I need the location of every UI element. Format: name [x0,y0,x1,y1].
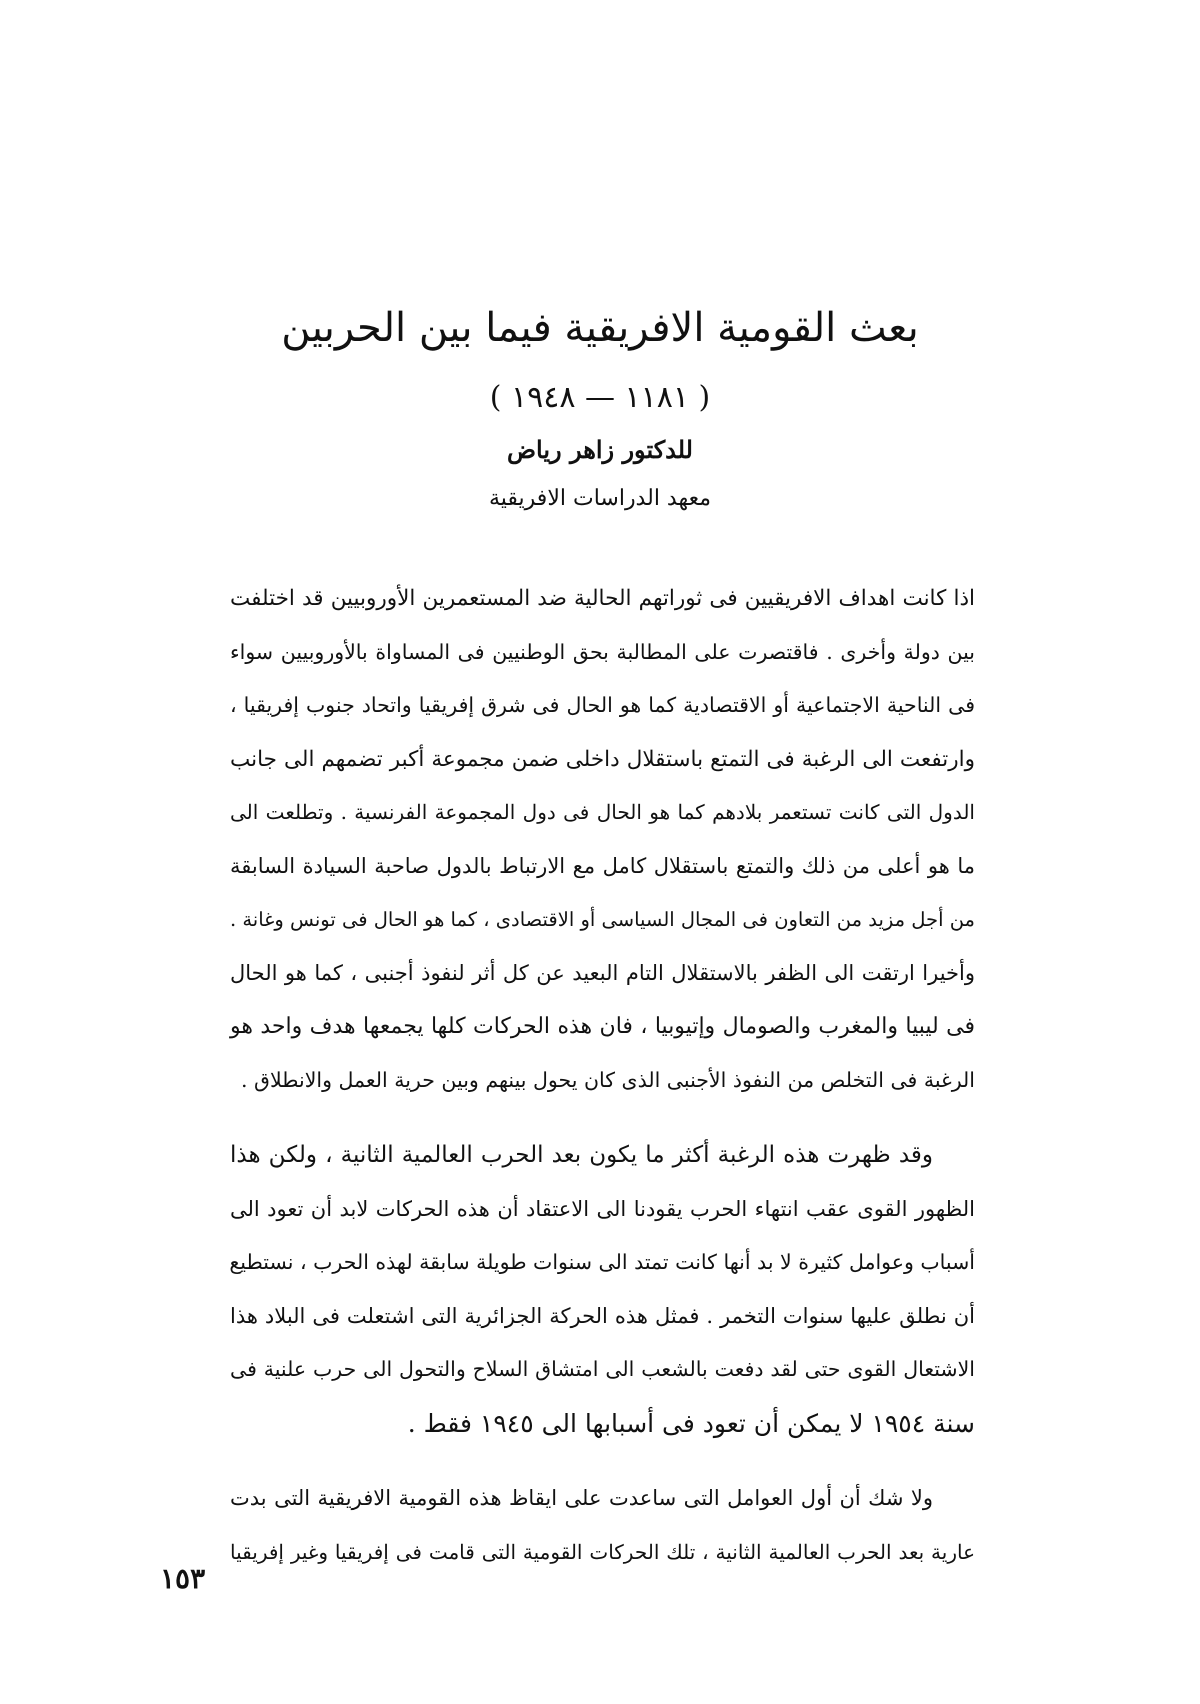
text-line: فى ليبيا والمغرب والصومال وإتيوبيا ، فان هذه الحركات كلها يجمعها هدف واحد هو [230,1014,975,1039]
text-line: ما هو أعلى من ذلك والتمتع باستقلال كامل مع الارتباط بالدول صاحبة السيادة السابقة [230,853,975,878]
text-line: أسباب وعوامل كثيرة لا بد أنها كانت تمتد الى سنوات طويلة سابقة لهذه الحرب ، نستطيع [229,1250,975,1274]
article-body [230,572,975,1579]
text-line: سنة ١٩٥٤ لا يمكن أن تعود فى أسبابها الى ١٩٤٥ فقط . [407,1408,975,1438]
article-dates: ( ١١٨١ — ١٩٤٨ ) [489,380,711,415]
text-line: من أجل مزيد من التعاون فى المجال السياسى أو الاقتصادى ، كما هو الحال فى تونس وغانة . [229,908,975,931]
text-line: فى الناحية الاجتماعية أو الاقتصادية كما هو الحال فى شرق إفريقيا واتحاد جنوب إفريقيا ، [230,693,975,717]
text-line: وقد ظهرت هذه الرغبة أكثر ما يكون بعد الحرب العالمية الثانية ، ولكن هذا [230,1142,933,1168]
text-line: الظهور القوى عقب انتهاء الحرب يقودنا الى الاعتقاد أن هذه الحركات لابد أن تعود الى [230,1196,975,1221]
paragraph-2 [230,1129,975,1450]
text-line: أن نطلق عليها سنوات التخمر . فمثل هذه الحركة الجزائرية التى اشتعلت فى البلاد هذا [230,1303,975,1328]
text-line: وأخيرا ارتقت الى الظفر بالاستقلال التام البعيد عن كل أثر لنفوذ أجنبى ، كما هو الحال [230,960,975,985]
author-institute: معهد الدراسات الافريقية [488,486,712,511]
text-line: وارتفعت الى الرغبة فى التمتع باستقلال داخلى ضمن مجموعة أكبر تضمهم الى جانب [230,746,975,772]
text-line: ولا شك أن أول العوامل التى ساعدت على ايقاظ هذه القومية الافريقية التى بدت [230,1486,933,1510]
page-number: ١٥٣ [160,1562,206,1595]
text-line: عارية بعد الحرب العالمية الثانية ، تلك الحركات القومية التى قامت فى إفريقيا وغير إفريقيا [230,1539,975,1564]
paragraph-3 [230,1472,975,1579]
article-author: للدكتور زاهر رياض [507,435,693,464]
text-line: الدول التى كانت تستعمر بلادهم كما هو الحال فى دول المجموعة الفرنسية . وتطلعت الى [230,800,975,824]
text-line: الرغبة فى التخلص من النفوذ الأجنبى الذى كان يحول بينهم وبين حرية العمل والانطلاق . [241,1067,975,1092]
text-line: الاشتعال القوى حتى لقد دفعت بالشعب الى امتشاق السلاح والتحول الى حرب علنية فى [230,1357,975,1381]
paragraph-1 [230,572,975,1107]
text-line: بين دولة وأخرى . فاقتصرت على المطالبة بحق الوطنيين فى المساواة بالأوروبيين سواء [230,639,975,664]
article-header [0,300,1200,516]
article-title: بعث القومية الافريقية فيما بين الحربين [281,305,919,351]
text-line: اذا كانت اهداف الافريقيين فى ثوراتهم الحالية ضد المستعمرين الأوروبيين قد اختلفت [230,586,975,611]
